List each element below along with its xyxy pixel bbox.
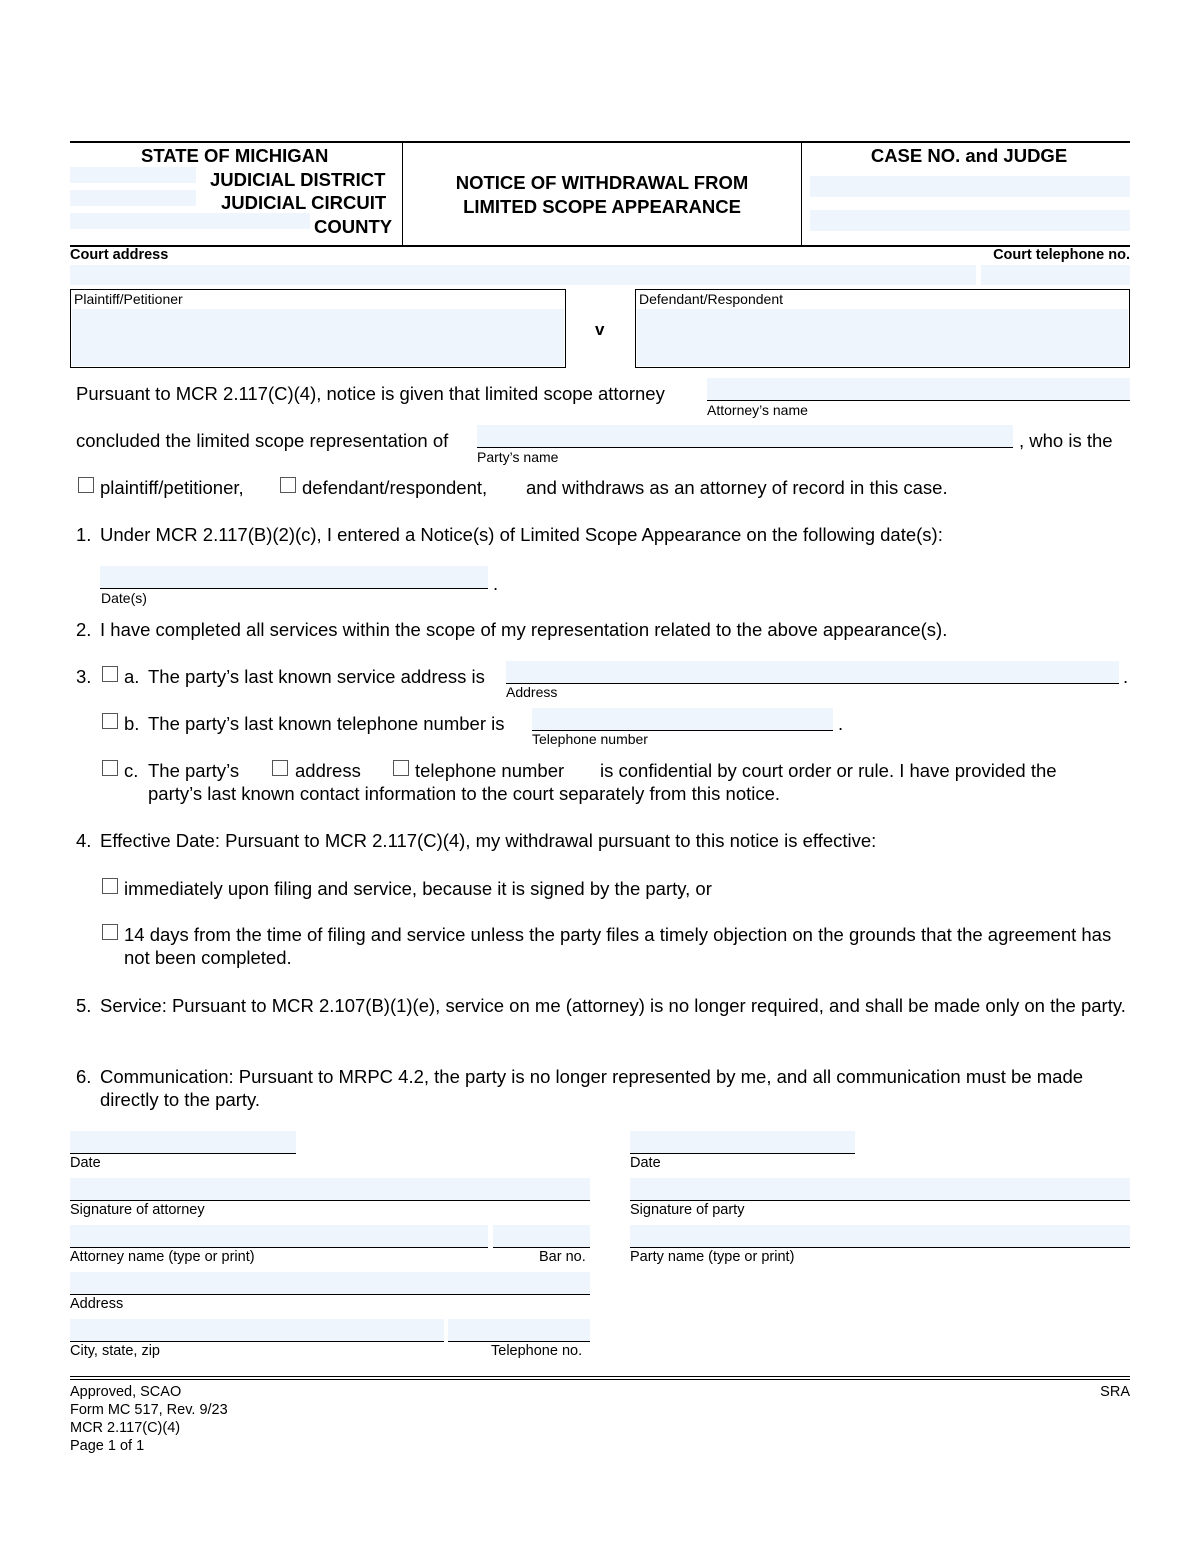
intro-line1: Pursuant to MCR 2.117(C)(4), notice is given that limited scope attorney [76, 383, 665, 404]
withdraws-text: and withdraws as an attorney of record in this case. [526, 477, 948, 498]
judicial-circuit-input[interactable] [70, 190, 196, 206]
item-3c-text-cont: is confidential by court order or rule. I have provided the [600, 760, 1057, 781]
attorney-date-input[interactable] [70, 1131, 296, 1154]
judicial-circuit-label: JUDICIAL CIRCUIT [221, 192, 387, 213]
confidential-telephone-checkbox[interactable] [393, 760, 409, 776]
defendant-checkbox[interactable] [280, 477, 296, 493]
bar-no-input[interactable] [493, 1225, 590, 1248]
item-3b-period: . [838, 713, 844, 734]
party-name-input[interactable] [477, 425, 1013, 448]
judicial-district-input[interactable] [70, 167, 196, 183]
attorney-signature-input[interactable] [70, 1178, 590, 1201]
defendant-input[interactable] [637, 309, 1128, 366]
form-title-line2: LIMITED SCOPE APPEARANCE [463, 196, 741, 217]
bar-no-label: Bar no. [539, 1249, 586, 1265]
attorney-date-label: Date [70, 1155, 101, 1171]
item-1-text: Under MCR 2.117(B)(2)(c), I entered a Notice(s) of Limited Scope Appearance on the following date(s): [100, 524, 943, 545]
footer-rule-reference: MCR 2.117(C)(4) [70, 1420, 181, 1436]
header-bottom-rule [70, 245, 1130, 247]
confidential-address-label: address [295, 760, 361, 781]
versus-label: v [595, 320, 605, 339]
item-3a-text: The party’s last known service address is [148, 666, 485, 687]
court-address-input[interactable] [70, 265, 976, 285]
plaintiff-input[interactable] [72, 309, 564, 366]
effective-immediately-checkbox[interactable] [102, 878, 118, 894]
item-1-period: . [493, 573, 499, 594]
item-3a-period: . [1123, 666, 1129, 687]
attorney-address-label: Address [70, 1296, 124, 1312]
confidential-telephone-label: telephone number [415, 760, 565, 781]
attorney-name-input[interactable] [707, 378, 1130, 401]
item-6-number: 6. [76, 1066, 92, 1087]
case-no-input[interactable] [810, 176, 1130, 197]
footer-approved: Approved, SCAO [70, 1384, 182, 1400]
state-heading: STATE OF MICHIGAN [141, 145, 329, 166]
party-name-print-label: Party name (type or print) [630, 1249, 795, 1265]
effective-14-days-label: 14 days from the time of filing and service unless the party files a timely objection on the grounds that the agreement has not been completed. [124, 924, 1112, 968]
form-title-line1: NOTICE OF WITHDRAWAL FROM [455, 172, 749, 193]
footer-form-number: Form MC 517, Rev. 9/23 [70, 1402, 228, 1418]
header-top-rule [70, 141, 1130, 143]
defendant-option-label: defendant/respondent, [302, 477, 488, 498]
plaintiff-checkbox[interactable] [78, 477, 94, 493]
court-telephone-label: Court telephone no. [993, 247, 1130, 263]
court-address-label: Court address [70, 247, 169, 263]
item-3c-text: The party’s [148, 760, 240, 781]
item-3c-letter: c. [124, 760, 139, 781]
attorney-name-print-input[interactable] [70, 1225, 488, 1248]
party-signature-input[interactable] [630, 1178, 1130, 1201]
address-caption: Address [506, 684, 558, 700]
who-is-the-text: , who is the [1019, 430, 1113, 451]
limited-scope-dates-input[interactable] [100, 566, 488, 589]
attorney-name-print-label: Attorney name (type or print) [70, 1249, 255, 1265]
case-no-judge-label: CASE NO. and JUDGE [870, 145, 1068, 166]
party-signature-label: Signature of party [630, 1202, 745, 1218]
party-date-label: Date [630, 1155, 661, 1171]
attorney-telephone-input[interactable] [448, 1319, 590, 1342]
item-3a-checkbox[interactable] [102, 666, 118, 682]
plaintiff-label: Plaintiff/Petitioner [74, 291, 183, 307]
item-2-text: I have completed all services within the scope of my representation related to the above appearance(s). [100, 619, 948, 640]
effective-immediately-label: immediately upon filing and service, because it is signed by the party, or [124, 878, 712, 899]
city-state-zip-input[interactable] [70, 1319, 444, 1342]
defendant-label: Defendant/Respondent [639, 291, 783, 307]
judge-input[interactable] [810, 210, 1130, 231]
confidential-address-checkbox[interactable] [272, 760, 288, 776]
attorney-address-input[interactable] [70, 1272, 590, 1295]
item-3b-checkbox[interactable] [102, 713, 118, 729]
item-6-text: Communication: Pursuant to MRPC 4.2, the party is no longer represented by me, and all communication must be made directly to the party. [100, 1066, 1084, 1110]
footer-rule-1 [70, 1376, 1130, 1377]
party-telephone-input[interactable] [532, 708, 833, 731]
item-3c-text-line2: party’s last known contact information to the court separately from this notice. [148, 783, 781, 804]
plaintiff-option-label: plaintiff/petitioner, [100, 477, 244, 498]
item-3b-text: The party’s last known telephone number is [148, 713, 505, 734]
item-3c-checkbox[interactable] [102, 760, 118, 776]
footer-rule-2 [70, 1379, 1130, 1380]
item-3a-letter: a. [124, 666, 140, 687]
county-label: COUNTY [314, 216, 393, 237]
item-4-text: Effective Date: Pursuant to MCR 2.117(C)(4), my withdrawal pursuant to this notice is effective: [100, 830, 877, 851]
party-name-caption: Party’s name [477, 449, 559, 465]
party-date-input[interactable] [630, 1131, 855, 1154]
service-address-input[interactable] [506, 661, 1119, 684]
county-input[interactable] [70, 213, 310, 229]
item-1-number: 1. [76, 524, 92, 545]
item-4-number: 4. [76, 830, 92, 851]
telephone-caption: Telephone number [532, 731, 648, 747]
header-divider-left [402, 142, 403, 246]
attorney-telephone-label: Telephone no. [491, 1343, 583, 1359]
attorney-signature-label: Signature of attorney [70, 1202, 205, 1218]
footer-page-number: Page 1 of 1 [70, 1438, 145, 1454]
court-telephone-input[interactable] [981, 265, 1130, 285]
effective-14-days-checkbox[interactable] [102, 924, 118, 940]
item-3-number: 3. [76, 666, 92, 687]
dates-caption: Date(s) [101, 590, 147, 606]
city-state-zip-label: City, state, zip [70, 1343, 160, 1359]
intro-line2: concluded the limited scope representation of [76, 430, 449, 451]
item-5-number: 5. [76, 995, 92, 1016]
item-5-text: Service: Pursuant to MCR 2.107(B)(1)(e), service on me (attorney) is no longer required, and shall be made only on the party. [100, 995, 1126, 1016]
item-2-number: 2. [76, 619, 92, 640]
item-3b-letter: b. [124, 713, 140, 734]
attorney-name-caption: Attorney’s name [707, 402, 808, 418]
party-name-print-input[interactable] [630, 1225, 1130, 1248]
judicial-district-label: JUDICIAL DISTRICT [210, 169, 386, 190]
footer-code: SRA [1100, 1384, 1130, 1400]
